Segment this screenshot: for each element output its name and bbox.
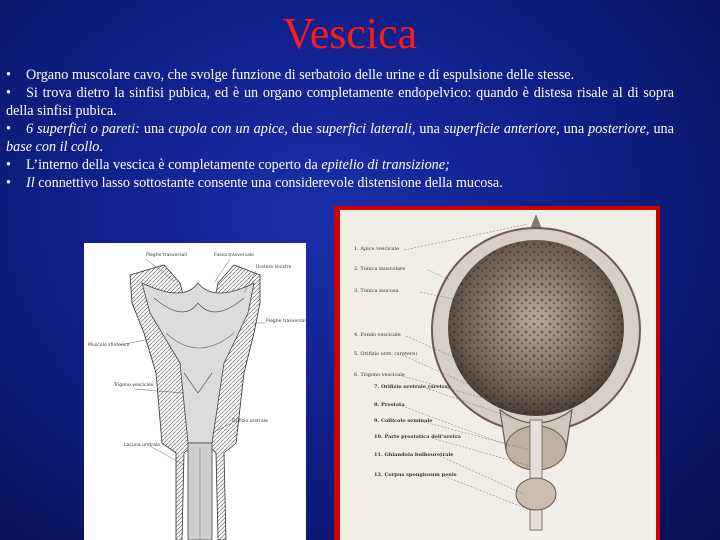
bullet-item bbox=[6, 66, 674, 84]
bullet-marker: • bbox=[6, 85, 11, 101]
figure2-label: 5. Orifizio uret. (uretere) bbox=[354, 351, 418, 357]
bladder-drawing-svg bbox=[84, 243, 306, 540]
figure2-label: 4. Fondo vescicale bbox=[354, 332, 401, 338]
figure2-label: 11. Ghiandola bulbouretrale bbox=[374, 452, 454, 458]
bullet-item bbox=[6, 156, 674, 174]
figure2-label: 12. Corpus spongiosum penis bbox=[374, 472, 457, 478]
bullet-text: 6 superfici o pareti: bbox=[26, 121, 140, 137]
bullet-text: una bbox=[559, 121, 589, 137]
figure1-label: Trigono vescicale bbox=[114, 383, 154, 388]
bullet-list bbox=[6, 66, 674, 192]
bullet-text: epitelio di transizione; bbox=[321, 157, 450, 173]
bullet-marker: • bbox=[6, 121, 11, 137]
bladder-section-frame bbox=[334, 206, 660, 540]
bullet-text: cupola con un apice, bbox=[168, 121, 288, 137]
bladder-interior-illustration bbox=[84, 243, 306, 540]
bullet-marker: • bbox=[6, 67, 11, 83]
figure2-label: 7. Orifizio uretrale (uretra) bbox=[374, 384, 451, 390]
bullet-text: una bbox=[649, 121, 674, 137]
bullet-text: posteriore, bbox=[588, 121, 650, 137]
bullet-text: connettivo lasso sottostante consente una considerevole distensione della mucosa. bbox=[34, 175, 503, 191]
figure2-label: 9. Collicolo seminale bbox=[374, 418, 433, 424]
figure1-label: Pieghe trasversali bbox=[266, 319, 307, 324]
bullet-text: superfici laterali, bbox=[316, 121, 416, 137]
bladder-section-illustration bbox=[340, 210, 656, 540]
figure1-label: Uretere sinistro bbox=[256, 265, 292, 270]
bullet-text: Organo muscolare cavo, che svolge funzione di serbatoio delle urine e di espulsione delle stesse. bbox=[26, 67, 575, 83]
bullet-text: due bbox=[287, 121, 317, 137]
figure2-label: 3. Tunica mucosa bbox=[354, 288, 399, 294]
figure1-label: Pieghe trasversali bbox=[146, 253, 187, 258]
figure2-label: 6. Trigono vescicale bbox=[354, 372, 405, 378]
figure1-label: Muscolo sfinterico bbox=[88, 343, 130, 348]
bullet-text: una bbox=[139, 121, 169, 137]
figure1-label: Orifizio uretrale bbox=[232, 419, 268, 424]
bullet-text: superficie anteriore, bbox=[443, 121, 560, 137]
bullet-text: Il bbox=[26, 175, 35, 191]
bullet-item bbox=[6, 120, 674, 156]
figure1-label: Fossa trasversale bbox=[214, 253, 254, 258]
bullet-marker: • bbox=[6, 157, 11, 173]
bullet-text: L’interno della vescica è completamente coperto da bbox=[26, 157, 322, 173]
bullet-text: base con il collo bbox=[6, 139, 100, 155]
slide-title: Vescica bbox=[282, 9, 418, 58]
figure2-label: 1. Apice vescicale bbox=[354, 246, 400, 252]
bullet-text: Si trova dietro la sinfisi pubica, ed è un organo completamente endopelvico: quando è distesa risale al di sopra della sinfisi pubica. bbox=[6, 85, 674, 119]
bullet-item bbox=[6, 84, 674, 120]
bullet-item bbox=[6, 174, 674, 192]
bullet-marker: • bbox=[6, 175, 11, 191]
bullet-text: . bbox=[99, 139, 103, 155]
figure2-label: 8. Prostata bbox=[374, 402, 405, 408]
bullet-text: una bbox=[415, 121, 444, 137]
figure1-label: Lacuna uretrale bbox=[124, 443, 161, 448]
figure2-label: 2. Tunica muscolare bbox=[354, 266, 406, 272]
figure2-label: 10. Parte prostatica dell'uretra bbox=[374, 434, 461, 440]
